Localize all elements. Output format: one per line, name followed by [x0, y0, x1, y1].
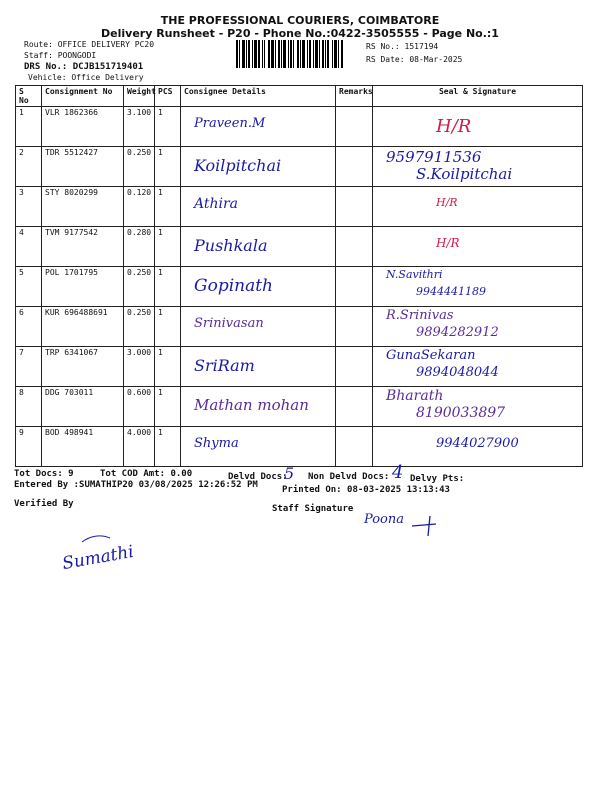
cell-sno: 4	[16, 227, 42, 267]
cell-sno: 6	[16, 307, 42, 347]
consignee-handwritten: Gopinath	[194, 276, 273, 296]
drs-number: DRS No.: DCJB151719401	[24, 62, 144, 72]
table-row	[16, 347, 583, 387]
col-header-seal: Seal & Signature	[373, 86, 583, 107]
seal-handwritten: GunaSekaran	[386, 348, 476, 363]
consignee-handwritten: Mathan mohan	[194, 396, 309, 414]
cell-seal	[373, 347, 583, 387]
seal-handwritten: 9944027900	[436, 436, 519, 451]
cell-consignment: KUR 696488691	[42, 307, 124, 347]
table-row	[16, 427, 583, 467]
col-header-sno: S No	[16, 86, 42, 107]
cell-seal	[373, 187, 583, 227]
cell-seal	[373, 427, 583, 467]
cell-consignee	[181, 427, 336, 467]
table-row	[16, 147, 583, 187]
cell-pcs: 1	[155, 267, 181, 307]
cell-consignee	[181, 187, 336, 227]
cell-sno: 2	[16, 147, 42, 187]
cell-seal	[373, 307, 583, 347]
delvd-docs: Delvd Docs:	[228, 472, 288, 482]
cell-weight: 0.250	[124, 267, 155, 307]
tot-cod-amt: Tot COD Amt: 0.00	[100, 469, 193, 479]
cell-consignee	[181, 347, 336, 387]
cell-remarks	[336, 107, 373, 147]
cell-weight: 0.600	[124, 387, 155, 427]
table-row	[16, 187, 583, 227]
staff-text: Staff: POONGODI	[24, 51, 97, 60]
cell-seal	[373, 107, 583, 147]
barcode	[236, 40, 358, 68]
rs-date: RS Date: 08-Mar-2025	[366, 55, 463, 64]
cell-remarks	[336, 187, 373, 227]
cell-consignment: DDG 703011	[42, 387, 124, 427]
cell-seal	[373, 147, 583, 187]
cell-consignment: POL 1701795	[42, 267, 124, 307]
seal-handwritten-line2: S.Koilpitchai	[416, 165, 513, 183]
printed-on: Printed On: 08-03-2025 13:13:43	[282, 485, 450, 495]
company-title: THE PROFESSIONAL COURIERS, COIMBATORE	[160, 14, 440, 27]
table-row	[16, 107, 583, 147]
cell-remarks	[336, 267, 373, 307]
cell-sno: 9	[16, 427, 42, 467]
cell-weight: 4.000	[124, 427, 155, 467]
verified-handwritten-signature: Sumathi	[60, 541, 136, 575]
cell-remarks	[336, 347, 373, 387]
pen-mark	[80, 530, 130, 550]
verified-by-label: Verified By	[14, 499, 74, 509]
cell-pcs: 1	[155, 147, 181, 187]
seal-handwritten: Bharath	[386, 388, 444, 404]
seal-handwritten: H/R	[436, 196, 458, 209]
table-header-row	[16, 86, 583, 107]
seal-handwritten: H/R	[436, 236, 460, 250]
cell-sno: 7	[16, 347, 42, 387]
col-header-remarks: Remarks	[336, 86, 373, 107]
cell-weight: 0.250	[124, 147, 155, 187]
runsheet-table	[15, 85, 583, 467]
cell-pcs: 1	[155, 187, 181, 227]
cell-pcs: 1	[155, 427, 181, 467]
cell-weight: 0.280	[124, 227, 155, 267]
cell-consignment: STY 8020299	[42, 187, 124, 227]
cell-seal	[373, 267, 583, 307]
cell-weight: 0.250	[124, 307, 155, 347]
cell-weight: 0.120	[124, 187, 155, 227]
seal-handwritten-line2: 9944441189	[416, 285, 486, 298]
cell-seal	[373, 387, 583, 427]
cell-remarks	[336, 427, 373, 467]
delvy-pts: Delvy Pts:	[410, 474, 465, 484]
consignee-handwritten: Srinivasan	[194, 316, 264, 331]
staff-handwritten-signature: Poona	[364, 512, 404, 527]
cell-seal	[373, 227, 583, 267]
seal-handwritten-line2: 9894048044	[416, 365, 499, 380]
cell-consignee	[181, 387, 336, 427]
consignee-handwritten: Athira	[194, 196, 239, 212]
cell-consignment: TRP 6341067	[42, 347, 124, 387]
cell-pcs: 1	[155, 387, 181, 427]
runsheet-subtitle: Delivery Runsheet - P20 - Phone No.:0422-3505555 - Page No.:1	[101, 27, 499, 40]
cell-pcs: 1	[155, 107, 181, 147]
cell-sno: 5	[16, 267, 42, 307]
table-row	[16, 307, 583, 347]
cell-weight: 3.100	[124, 107, 155, 147]
cell-consignee	[181, 227, 336, 267]
consignee-handwritten: Pushkala	[194, 236, 268, 255]
col-header-pcs: PCS	[155, 86, 181, 107]
cell-sno: 3	[16, 187, 42, 227]
cell-remarks	[336, 147, 373, 187]
cell-remarks	[336, 227, 373, 267]
consignee-handwritten: SriRam	[194, 356, 255, 375]
route-text: Route: OFFICE DELIVERY PC20	[24, 40, 155, 49]
non-delvd-handwritten: 4	[392, 462, 404, 483]
col-header-consignment: Consignment No	[42, 86, 124, 107]
consignee-handwritten: Shyma	[194, 436, 239, 451]
cell-remarks	[336, 387, 373, 427]
seal-handwritten: 9597911536	[386, 148, 482, 166]
cell-consignment: TVM 9177542	[42, 227, 124, 267]
seal-handwritten: R.Srinivas	[386, 308, 454, 323]
cell-consignment: VLR 1862366	[42, 107, 124, 147]
signature-flourish	[410, 512, 450, 538]
col-header-weight: Weight	[124, 86, 155, 107]
entered-by: Entered By :SUMATHIP20 03/08/2025 12:26:52 PM	[14, 480, 258, 490]
cell-sno: 1	[16, 107, 42, 147]
seal-handwritten-line2: 8190033897	[416, 405, 506, 421]
table-row	[16, 227, 583, 267]
cell-consignment: BOD 498941	[42, 427, 124, 467]
cell-consignee	[181, 147, 336, 187]
cell-consignment: TDR 5512427	[42, 147, 124, 187]
cell-consignee	[181, 267, 336, 307]
consignee-handwritten: Koilpitchai	[194, 156, 282, 175]
cell-pcs: 1	[155, 307, 181, 347]
seal-handwritten: N.Savithri	[386, 268, 443, 281]
consignee-handwritten: Praveen.M	[194, 116, 266, 131]
seal-handwritten-line2: 9894282912	[416, 325, 499, 340]
table-row	[16, 387, 583, 427]
non-delvd-docs: Non Delvd Docs:	[308, 472, 390, 482]
seal-handwritten: H/R	[436, 116, 472, 137]
tot-docs: Tot Docs: 9	[14, 469, 74, 479]
rs-number: RS No.: 1517194	[366, 42, 439, 51]
cell-weight: 3.000	[124, 347, 155, 387]
staff-signature-label: Staff Signature	[272, 504, 354, 514]
cell-pcs: 1	[155, 227, 181, 267]
cell-consignee	[181, 107, 336, 147]
table-row	[16, 267, 583, 307]
col-header-consignee: Consignee Details	[181, 86, 336, 107]
vehicle-text: Vehicle: Office Delivery	[28, 73, 144, 82]
cell-consignee	[181, 307, 336, 347]
cell-pcs: 1	[155, 347, 181, 387]
cell-sno: 8	[16, 387, 42, 427]
cell-remarks	[336, 307, 373, 347]
delvd-docs-handwritten: 5	[284, 464, 295, 483]
